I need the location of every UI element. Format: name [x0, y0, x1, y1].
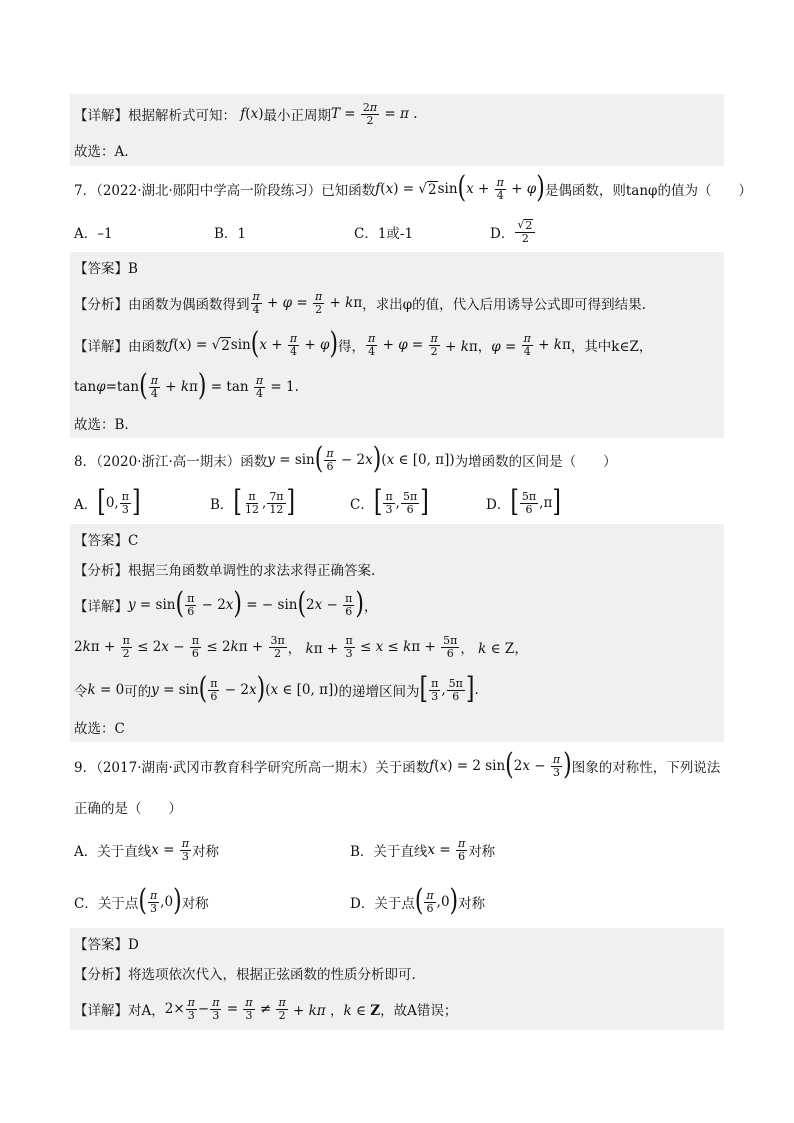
q9-detail-line: 【详解】对A， 2× $\frac{\pi}{3}$ − $\frac{\pi}{3}$ = $\frac{\pi}{3}$ ≠ $\frac{\pi}{2}$ + kπ ，k ∈ Z ，故A错误；	[70, 988, 724, 1030]
q8-choice-line: 故选：C	[70, 712, 724, 742]
q9-option-a: A．关于直线 x = $\frac{\pi}{3}$ 对称	[74, 836, 220, 863]
q9-stem-line: 9．（2017·湖南·武冈市教育科学研究所高一期末）关于函数 f (x) = 2 sin ( 2x − $\frac{\pi}{3}$ ) 图象的对称性，下列说法	[74, 748, 721, 783]
q7-detail-line: 【详解】由函数 f ( x ) = √ 2 sin ( x + $\frac{\pi}{4}$ + φ ) 得， $\frac{\pi}{4}$ + φ = $\frac{\pi}{2}$ + kπ，φ = $\frac{\pi}{4}$ + kπ ，其中k∈Z，	[70, 324, 724, 366]
q6-detail-line: 【详解】根据解析式可知： f ( x ) 最小正周期 T = $\frac{2\pi}{2}$ = π .	[70, 94, 724, 134]
q8-detail-line-2: 2kπ + $\frac{\pi}{2}$ ≤ 2x − $\frac{\pi}{6}$ ≤ 2kπ + $\frac{3\pi}{2}$ ， kπ + $\frac{\pi}{3}$ ≤ x ≤ kπ + $\frac{5\pi}{6}$ ， k ∈ Z，	[70, 626, 724, 668]
q9-option-c: C．关于点 ( $\frac{\pi}{3}$ ,0 ) 对称	[74, 884, 209, 919]
q8-option-d: D． [ $\frac{5\pi}{6}$ ,π ]	[486, 485, 561, 520]
q8-option-c: C． [ $\frac{\pi}{3}$ , $\frac{5\pi}{6}$ ]	[350, 485, 429, 520]
q7-detail-line-2: tanφ=tan ( $\frac{\pi}{4}$ + kπ ) = tan $\frac{\pi}{4}$ = 1.	[70, 366, 724, 408]
q6-choice-line: 故选：A.	[70, 134, 724, 166]
q9-stem-line-2: 正确的是（ ）	[74, 801, 182, 817]
q8-options	[70, 482, 724, 524]
q9-option-b: B．关于直线 x = $\frac{\pi}{6}$ 对称	[350, 836, 496, 863]
q9-option-d: D．关于点 ( $\frac{\pi}{6}$ ,0 ) 对称	[350, 884, 486, 919]
q8-stem-line: 8．（2020·浙江·高一期末）函数 y = sin ( $\frac{\pi}{6}$ − 2x ) (x ∈ [0, π]) 为增函数的区间是（ ）	[74, 442, 617, 477]
q7-option-b: B．1	[214, 226, 247, 242]
q9-options-row-1	[70, 824, 724, 876]
q8-detail-line: 【详解】 y = sin ( $\frac{\pi}{6}$ − 2x ) = − sin ( 2x − $\frac{\pi}{6}$ ) ，	[70, 584, 724, 626]
q9-options-row-2	[70, 876, 724, 928]
q8-detail-line-3: 令 k = 0 可的 y = sin ( $\frac{\pi}{6}$ − 2x ) (x ∈ [0, π]) 的递增区间为 [ $\frac{\pi}{3}$ , $\frac{5\pi}{6}$ ] .	[70, 668, 724, 712]
q7-analysis-line: 【分析】由函数为偶函数得到 $\frac{\pi}{4}$ + φ = $\frac{\pi}{2}$ + kπ ，求出φ的值，代入后用诱导公式即可得到结果.	[70, 282, 724, 324]
q8-option-b: B． [ $\frac{\pi}{12}$ , $\frac{7\pi}{12}$ ]	[210, 485, 296, 520]
q8-answer-line: 【答案】C	[70, 524, 724, 554]
q9-analysis-line: 【分析】将选项依次代入，根据正弦函数的性质分析即可.	[70, 958, 724, 988]
q7-option-a: A．–1	[74, 226, 113, 242]
q9-answer-line: 【答案】D	[70, 928, 724, 958]
q7-options	[70, 212, 724, 252]
q7-answer-line: 【答案】B	[70, 252, 724, 282]
q7-stem-line: 7．（2022·湖北·郧阳中学高一阶段练习）已知函数 f ( x ) = √ 2 sin ( x + $\frac{\pi}{4}$ + φ ) 是偶函数，则tanφ的值为（ ）	[74, 171, 752, 206]
q7-option-d: D． √ 2 2	[490, 219, 536, 244]
document-page	[70, 94, 752, 1030]
q7-choice-line: 故选：B.	[70, 408, 724, 438]
q8-analysis-line: 【分析】根据三角函数单调性的求法求得正确答案.	[70, 554, 724, 584]
q7-option-c: C．1或-1	[354, 226, 414, 242]
q8-option-a: A． [ 0, $\frac{\pi}{3}$ ]	[74, 485, 141, 520]
